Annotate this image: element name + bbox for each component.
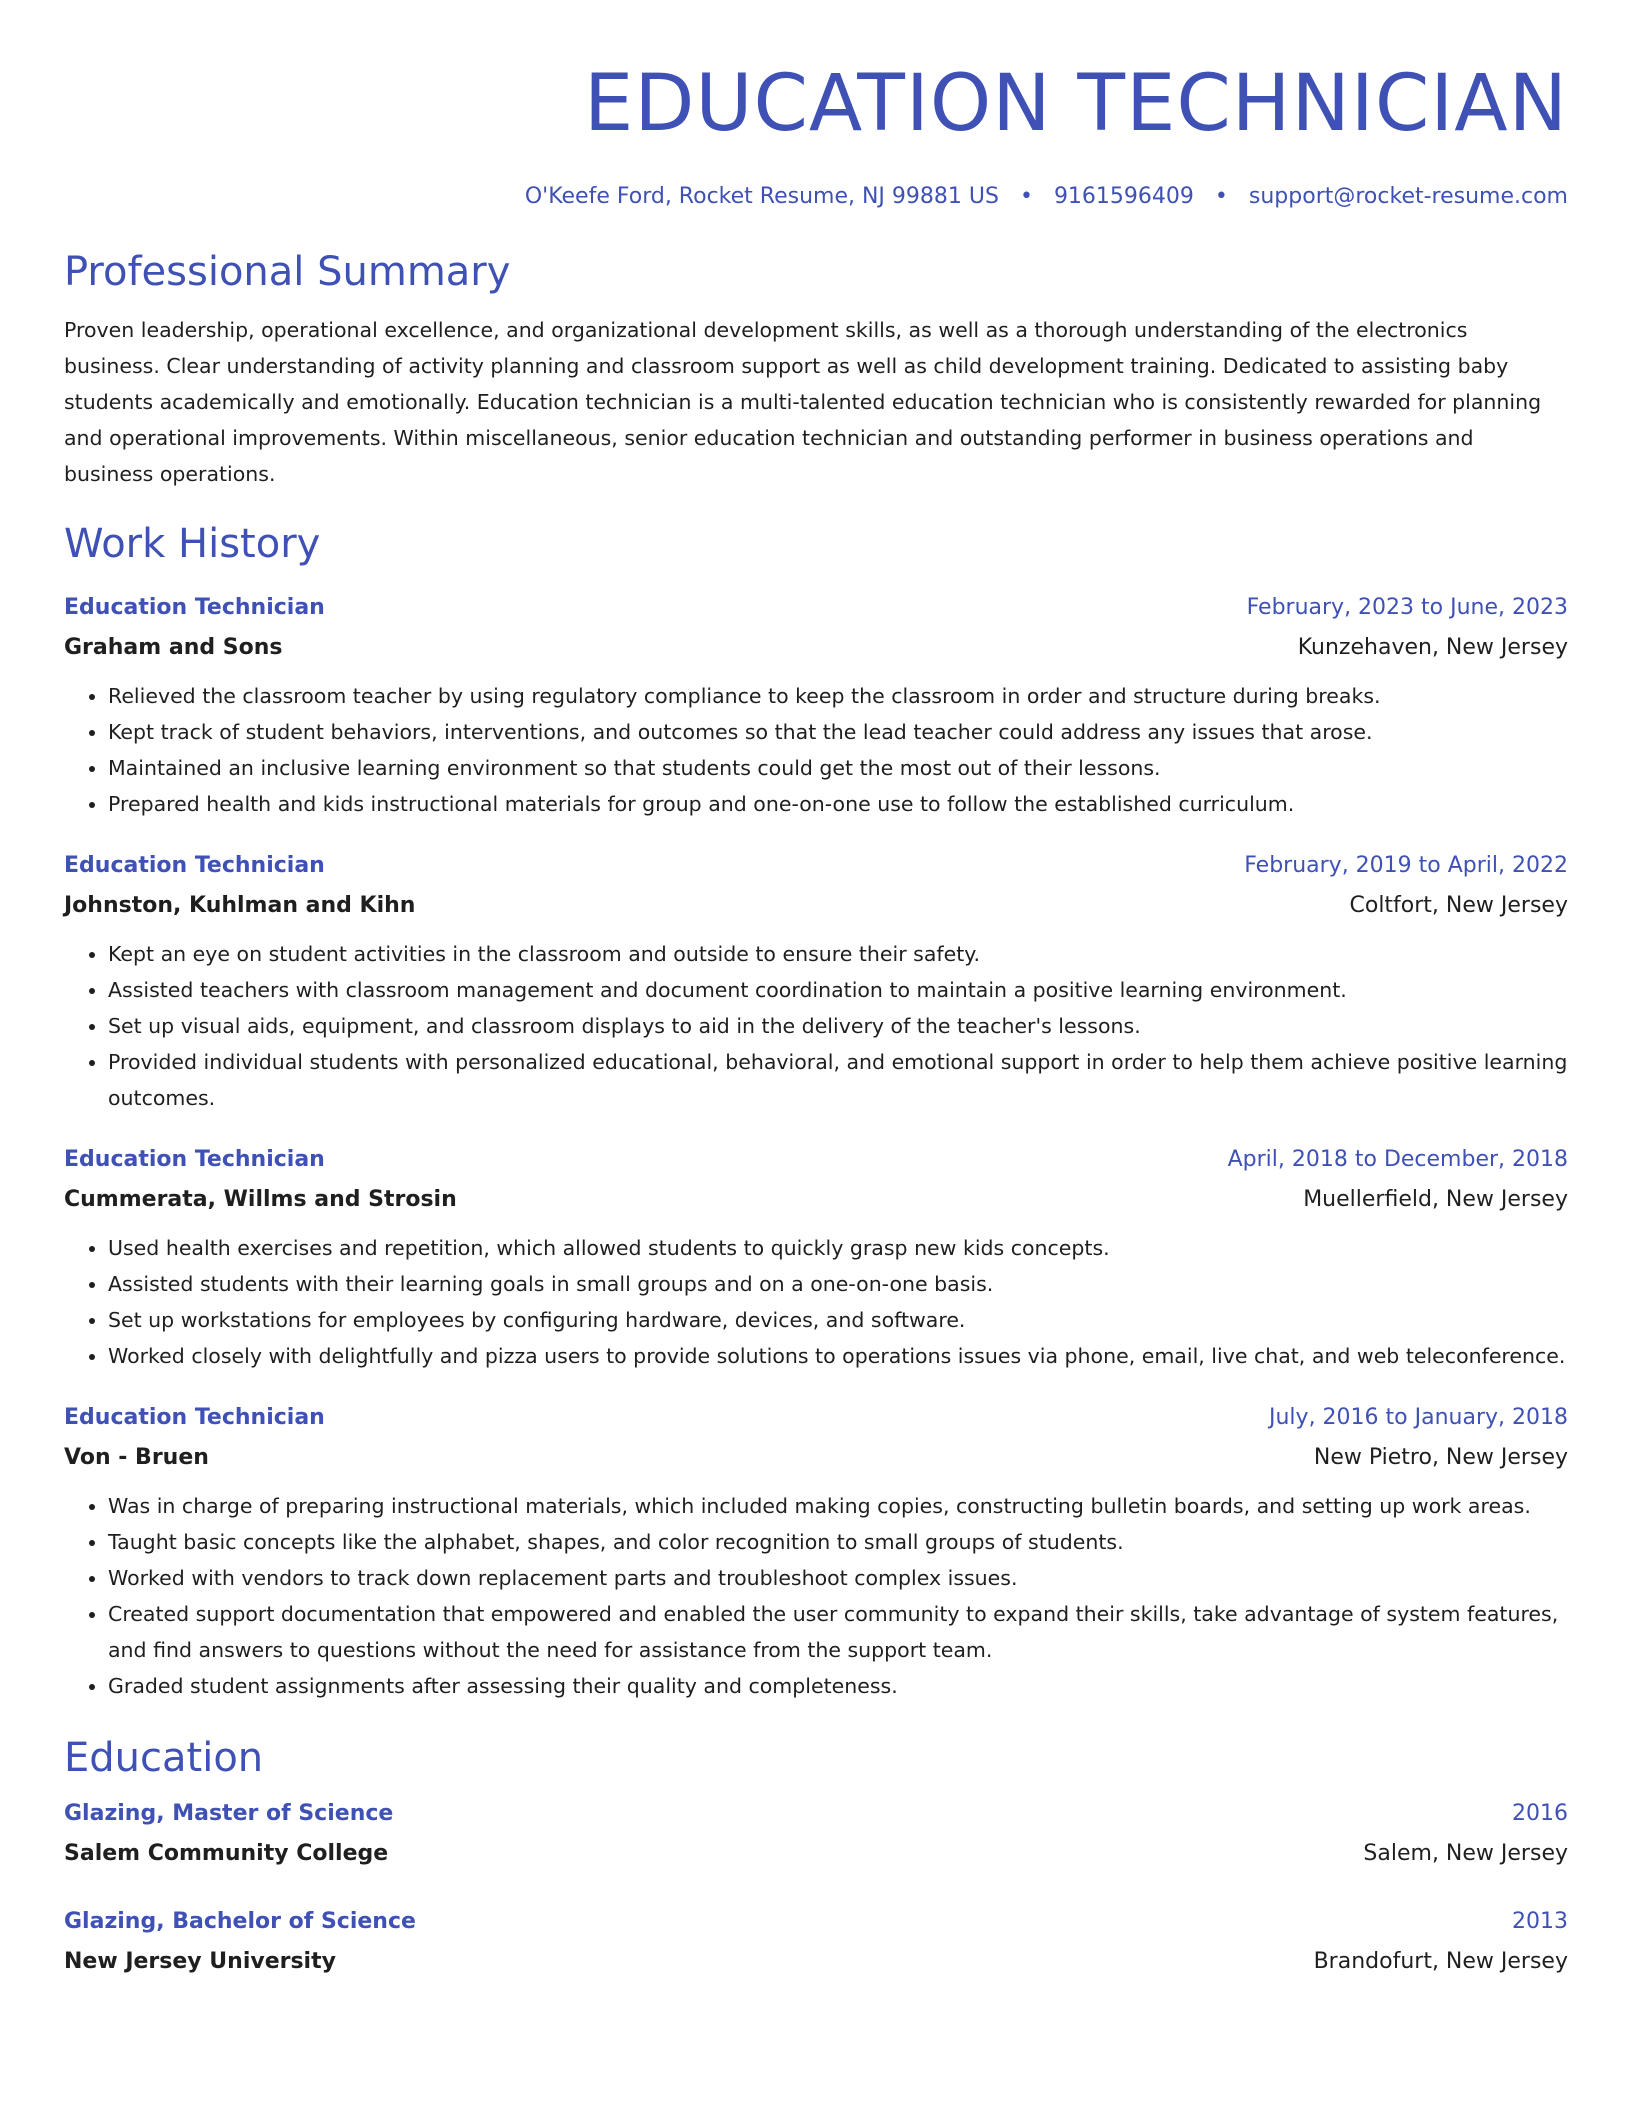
job-role: Education Technician bbox=[64, 1147, 325, 1172]
job-bullet: • Created support documentation that empowered and enabled the user community to expand their skills, take advantage of system features, and find answers to questions without the need for assistance from the support team. bbox=[108, 1596, 1568, 1668]
contact-line bbox=[64, 182, 1568, 212]
job-bullets bbox=[64, 1230, 1568, 1374]
contact-email[interactable]: support@rocket-resume.com bbox=[1248, 184, 1568, 209]
job-header-row bbox=[64, 846, 1568, 886]
job-header-row bbox=[64, 588, 1568, 628]
job-dates: February, 2019 to April, 2022 bbox=[1244, 853, 1568, 878]
job-header-row bbox=[64, 1398, 1568, 1438]
job-role: Education Technician bbox=[64, 853, 325, 878]
job-dates: April, 2018 to December, 2018 bbox=[1227, 1147, 1568, 1172]
job-bullet: • Relieved the classroom teacher by using regulatory compliance to keep the classroom in order and structure during breaks. bbox=[108, 678, 1568, 714]
job-dates: July, 2016 to January, 2018 bbox=[1269, 1405, 1568, 1430]
education-entry bbox=[64, 1902, 1568, 1982]
job-entry bbox=[64, 588, 1568, 822]
job-bullet: • Graded student assignments after assessing their quality and completeness. bbox=[108, 1668, 1568, 1704]
education-header-row bbox=[64, 1902, 1568, 1942]
resume-name-heading: EDUCATION TECHNICIAN bbox=[584, 59, 1568, 149]
job-location: Coltfort, New Jersey bbox=[1349, 893, 1568, 918]
job-entry bbox=[64, 1140, 1568, 1374]
job-bullets bbox=[64, 1488, 1568, 1704]
job-company: Graham and Sons bbox=[64, 635, 283, 660]
job-bullet: • Assisted teachers with classroom management and document coordination to maintain a positive learning environment. bbox=[108, 972, 1568, 1008]
education-school: New Jersey University bbox=[64, 1949, 336, 1974]
job-bullet: • Set up visual aids, equipment, and classroom displays to aid in the delivery of the teacher's lessons. bbox=[108, 1008, 1568, 1044]
job-company-row bbox=[64, 886, 1568, 926]
job-bullet: • Was in charge of preparing instructional materials, which included making copies, constructing bulletin boards, and setting up work areas. bbox=[108, 1488, 1568, 1524]
education-degree: Glazing, Master of Science bbox=[64, 1801, 394, 1826]
education-entry bbox=[64, 1794, 1568, 1874]
education-degree: Glazing, Bachelor of Science bbox=[64, 1909, 416, 1934]
education-year: 2013 bbox=[1512, 1909, 1568, 1934]
contact-phone[interactable]: 9161596409 bbox=[1053, 184, 1194, 209]
job-bullet: • Worked closely with delightfully and pizza users to provide solutions to operations issues via phone, email, live chat, and web teleconference. bbox=[108, 1338, 1568, 1374]
job-bullet: • Provided individual students with personalized educational, behavioral, and emotional support in order to help them achieve positive learning outcomes. bbox=[108, 1044, 1568, 1116]
summary-text: Proven leadership, operational excellence, and organizational development skills, as well as a thorough understanding of the electronics business. Clear understanding of activity planning and classroom support as well as child development training. Dedicated to assisting baby students academically and emotionally. Education technician is a multi-talented education technician who is consistently rewarded for planning and operational improvements. Within miscellaneous, senior education technician and outstanding performer in business operations and business operations. bbox=[64, 318, 1542, 486]
job-role: Education Technician bbox=[64, 1405, 325, 1430]
job-bullet: • Worked with vendors to track down replacement parts and troubleshoot complex issues. bbox=[108, 1560, 1568, 1596]
job-bullet: • Kept track of student behaviors, interventions, and outcomes so that the lead teacher could address any issues that arose. bbox=[108, 714, 1568, 750]
job-bullet: • Maintained an inclusive learning environment so that students could get the most out of their lessons. bbox=[108, 750, 1568, 786]
job-bullet: • Taught basic concepts like the alphabet, shapes, and color recognition to small groups of students. bbox=[108, 1524, 1568, 1560]
job-bullet: • Assisted students with their learning goals in small groups and on a one-on-one basis. bbox=[108, 1266, 1568, 1302]
education-year: 2016 bbox=[1512, 1801, 1568, 1826]
education-school-row bbox=[64, 1834, 1568, 1874]
job-company: Cummerata, Willms and Strosin bbox=[64, 1187, 457, 1212]
job-location: Kunzehaven, New Jersey bbox=[1297, 635, 1568, 660]
job-location: New Pietro, New Jersey bbox=[1313, 1445, 1568, 1470]
job-company-row bbox=[64, 1438, 1568, 1478]
contact-separator: • bbox=[1214, 184, 1228, 209]
job-dates: February, 2023 to June, 2023 bbox=[1246, 595, 1568, 620]
job-header-row bbox=[64, 1140, 1568, 1180]
education-school: Salem Community College bbox=[64, 1841, 389, 1866]
job-bullets bbox=[64, 678, 1568, 822]
education-school-row bbox=[64, 1942, 1568, 1982]
job-bullet: • Kept an eye on student activities in the classroom and outside to ensure their safety. bbox=[108, 936, 1568, 972]
job-bullet: • Set up workstations for employees by configuring hardware, devices, and software. bbox=[108, 1302, 1568, 1338]
job-bullets bbox=[64, 936, 1568, 1116]
education-location: Salem, New Jersey bbox=[1363, 1841, 1568, 1866]
work-history-section-title: Work History bbox=[64, 521, 321, 567]
contact-separator: • bbox=[1019, 184, 1033, 209]
job-company-row bbox=[64, 1180, 1568, 1220]
job-bullet: • Prepared health and kids instructional materials for group and one-on-one use to follow the established curriculum. bbox=[108, 786, 1568, 822]
job-company-row bbox=[64, 628, 1568, 668]
summary-section-title: Professional Summary bbox=[64, 249, 511, 295]
education-header-row bbox=[64, 1794, 1568, 1834]
job-company: Von - Bruen bbox=[64, 1445, 209, 1470]
job-location: Muellerfield, New Jersey bbox=[1303, 1187, 1568, 1212]
job-bullet: • Used health exercises and repetition, which allowed students to quickly grasp new kids concepts. bbox=[108, 1230, 1568, 1266]
contact-address: O'Keefe Ford, Rocket Resume, NJ 99881 US bbox=[524, 184, 999, 209]
job-company: Johnston, Kuhlman and Kihn bbox=[64, 893, 416, 918]
education-section-title: Education bbox=[64, 1735, 264, 1781]
job-role: Education Technician bbox=[64, 595, 325, 620]
job-entry bbox=[64, 846, 1568, 1116]
education-location: Brandofurt, New Jersey bbox=[1313, 1949, 1568, 1974]
job-entry bbox=[64, 1398, 1568, 1704]
